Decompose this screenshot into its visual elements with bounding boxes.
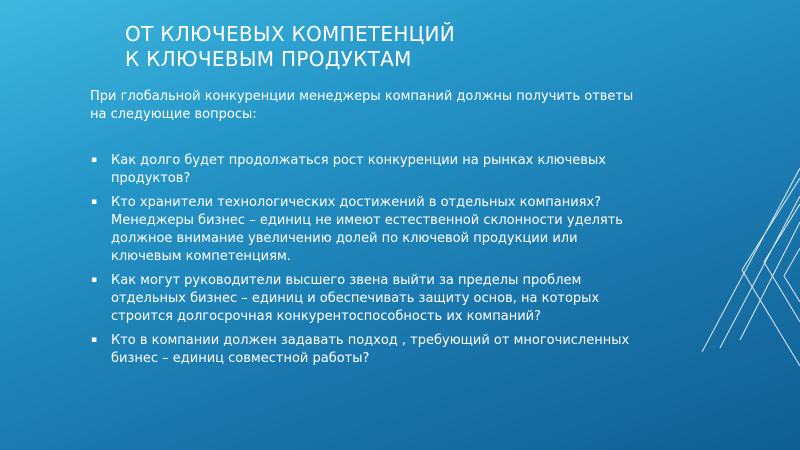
square-bullet-icon: ▪	[91, 155, 98, 165]
list-item-text: Как могут руководители высшего звена выйти за пределы проблем отдельных бизнес – единиц и обеспечивать защиту основ, на которых строится долгосрочная конкурентоспособность их компаний?	[111, 273, 600, 324]
list-item	[90, 194, 650, 266]
square-bullet-icon: ▪	[91, 197, 98, 207]
list-item-text: Кто хранители технологических достижений в отдельных компаниях? Менеджеры бизнес – единиц не имеют естественной склонности уделять должное внимание увеличению долей по ключевой продукции или ключевым компетенциям.	[111, 195, 623, 264]
slide-body	[90, 88, 650, 374]
spacer	[90, 124, 650, 152]
list-item	[90, 152, 650, 188]
page-title	[125, 22, 455, 72]
square-bullet-icon: ▪	[91, 275, 98, 285]
title-line-1: ОТ КЛЮЧЕВЫХ КОМПЕТЕНЦИЙ	[125, 22, 456, 46]
list-item-text: Как долго будет продолжаться рост конкуренции на рынках ключевых продуктов?	[111, 153, 606, 186]
list-item	[90, 332, 650, 368]
title-line-2: К КЛЮЧЕВЫМ ПРОДУКТАМ	[125, 47, 412, 71]
square-bullet-icon: ▪	[91, 335, 98, 345]
intro-text: При глобальной конкуренции менеджеры компаний должны получить ответы на следующие вопросы:	[90, 89, 634, 122]
list-item-text: Кто в компании должен задавать подход , требующий от многочисленных бизнес – единиц совместной работы?	[111, 333, 630, 366]
list-item	[90, 272, 650, 326]
decorative-lines	[680, 0, 800, 450]
question-list	[90, 152, 650, 368]
